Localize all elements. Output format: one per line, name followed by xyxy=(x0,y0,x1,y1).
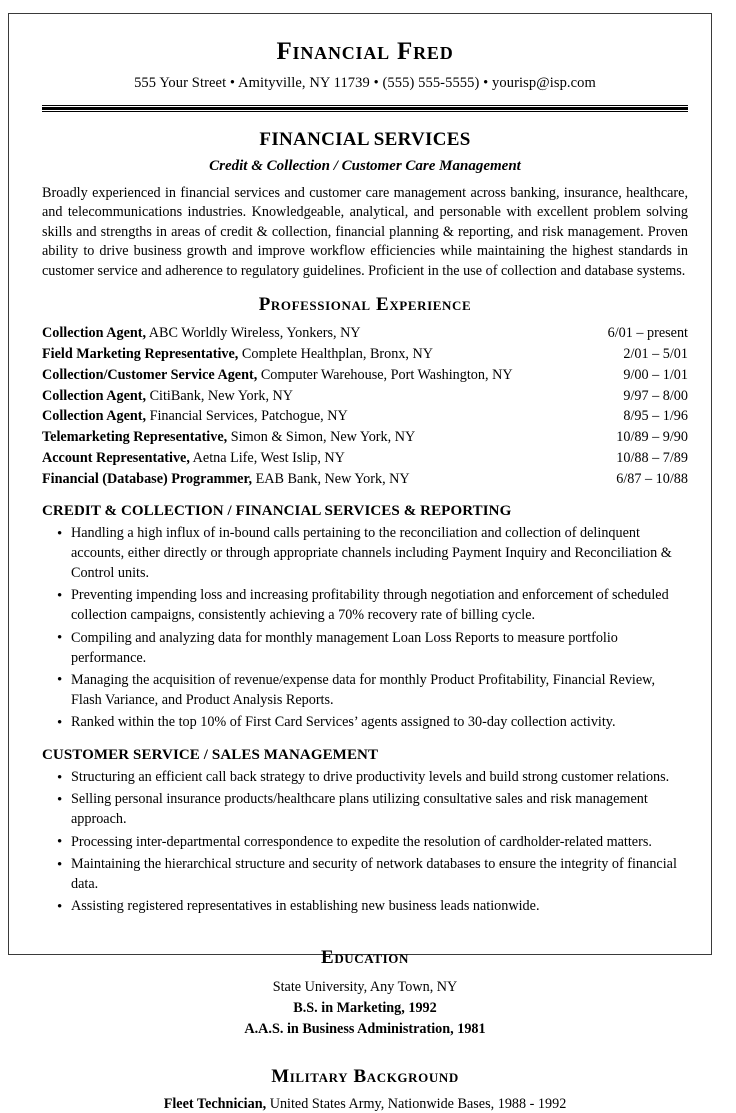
section-heading-military: Military Background xyxy=(271,1066,459,1088)
experience-dates: 9/97 – 8/00 xyxy=(623,387,688,404)
experience-row xyxy=(42,386,688,407)
experience-company: EAB Bank, New York, NY xyxy=(252,470,410,487)
section-heading-credit-collection: CREDIT & COLLECTION / FINANCIAL SERVICES & REPORTING xyxy=(42,503,512,520)
experience-row xyxy=(42,365,688,386)
candidate-name: Financial Fred xyxy=(276,38,454,65)
bullet-item: • Processing inter-departmental correspondence to expedite the resolution of cardholder-related matters. xyxy=(42,833,688,853)
experience-row xyxy=(42,406,688,427)
customer-service-bullets xyxy=(42,768,688,917)
header-divider-rule xyxy=(42,105,688,112)
summary-paragraph: Broadly experienced in financial services and customer care management across banking, insurance, healthcare, and telecommunications industries. Knowledgeable, analytical, and personable with excellent problem solving skills and strengths in areas of credit & collection, financial planning & reporting, and risk management. Proven ability to drive business growth and improve workflow efficiencies while maintaining the highest standards in customer service and adherence to regulatory guidelines. Proficient in the use of collection and database systems. xyxy=(42,184,688,279)
experience-dates: 8/95 – 1/96 xyxy=(623,408,688,425)
experience-row xyxy=(42,427,688,448)
bullet-item: • Assisting registered representatives in establishing new business leads nationwide. xyxy=(42,897,688,917)
objective-subtitle: Credit & Collection / Customer Care Management xyxy=(209,157,521,174)
experience-company: Complete Healthplan, Bronx, NY xyxy=(238,346,434,363)
experience-row xyxy=(42,344,688,365)
experience-position xyxy=(42,448,345,469)
contact-line: 555 Your Street • Amityville, NY 11739 • (555) 555-5555) • yourisp@isp.com xyxy=(134,74,596,91)
resume-page xyxy=(8,13,712,1113)
education-block xyxy=(42,977,688,1040)
experience-position xyxy=(42,406,348,427)
resume-content xyxy=(42,14,688,1113)
experience-role: Field Marketing Representative, xyxy=(42,346,239,363)
military-role: Fleet Technician, xyxy=(163,1096,267,1113)
experience-position xyxy=(42,323,361,344)
experience-role: Account Representative, xyxy=(42,449,190,466)
bullet-item: • Maintaining the hierarchical structure and security of network databases to ensure the integrity of financial data. xyxy=(42,855,688,895)
experience-dates: 10/89 – 9/90 xyxy=(616,429,688,446)
experience-role: Collection Agent, xyxy=(42,387,147,404)
experience-company: Computer Warehouse, Port Washington, NY xyxy=(257,366,513,383)
education-school: State University, Any Town, NY xyxy=(272,979,458,996)
experience-position xyxy=(42,365,513,386)
experience-role: Telemarketing Representative, xyxy=(42,429,228,446)
bullet-item: • Structuring an efficient call back strategy to drive productivity levels and build strong customer relations. xyxy=(42,768,688,788)
bullet-item: • Handling a high influx of in-bound calls pertaining to the reconciliation and collection of delinquent accounts, either directly or through appropriate channels including Payment Inquiry and Reconciliation & Control units. xyxy=(42,524,688,584)
bullet-item: • Selling personal insurance products/healthcare plans utilizing consultative sales and risk management approach. xyxy=(42,790,688,830)
experience-row xyxy=(42,323,688,344)
experience-company: CitiBank, New York, NY xyxy=(146,387,294,404)
military-entry xyxy=(42,1096,688,1113)
credit-collection-bullets xyxy=(42,524,688,733)
experience-list xyxy=(42,323,688,489)
experience-position xyxy=(42,469,410,490)
experience-role: Collection Agent, xyxy=(42,408,147,425)
experience-role: Financial (Database) Programmer, xyxy=(42,470,253,487)
experience-company: ABC Worldly Wireless, Yonkers, NY xyxy=(146,325,361,342)
education-degree-2: A.A.S. in Business Administration, 1981 xyxy=(244,1021,486,1038)
military-detail: United States Army, Nationwide Bases, 1988 - 1992 xyxy=(266,1096,567,1113)
experience-dates: 6/87 – 10/88 xyxy=(616,470,688,487)
experience-role: Collection/Customer Service Agent, xyxy=(42,366,258,383)
experience-company: Simon & Simon, New York, NY xyxy=(227,429,416,446)
experience-position xyxy=(42,386,293,407)
experience-company: Aetna Life, West Islip, NY xyxy=(189,449,345,466)
experience-position xyxy=(42,427,415,448)
bullet-item: • Compiling and analyzing data for monthly management Loan Loss Reports to measure portfolio performance. xyxy=(42,629,688,669)
bullet-item: • Preventing impending loss and increasing profitability through negotiation and enforcement of scheduled collection campaigns, consistently achieving a 70% recovery rate of billing cycle. xyxy=(42,586,688,626)
military-block xyxy=(42,1096,688,1113)
experience-company: Financial Services, Patchogue, NY xyxy=(146,408,348,425)
experience-position xyxy=(42,344,433,365)
bullet-item: • Managing the acquisition of revenue/expense data for monthly Product Profitability, Financial Review, Flash Variance, and Product Analysis Reports. xyxy=(42,671,688,711)
section-heading-experience: Professional Experience xyxy=(258,294,472,316)
experience-row xyxy=(42,469,688,490)
experience-dates: 6/01 – present xyxy=(607,325,688,342)
experience-dates: 2/01 – 5/01 xyxy=(623,346,688,363)
education-degree-1: B.S. in Marketing, 1992 xyxy=(293,1000,437,1017)
section-heading-customer-service: CUSTOMER SERVICE / SALES MANAGEMENT xyxy=(42,747,379,764)
experience-row xyxy=(42,448,688,469)
section-heading-education: Education xyxy=(321,947,409,969)
bullet-item: • Ranked within the top 10% of First Card Services’ agents assigned to 30-day collection activity. xyxy=(42,713,688,733)
objective-title: FINANCIAL SERVICES xyxy=(259,128,471,150)
experience-dates: 9/00 – 1/01 xyxy=(623,366,688,383)
experience-dates: 10/88 – 7/89 xyxy=(616,449,688,466)
experience-role: Collection Agent, xyxy=(42,325,147,342)
